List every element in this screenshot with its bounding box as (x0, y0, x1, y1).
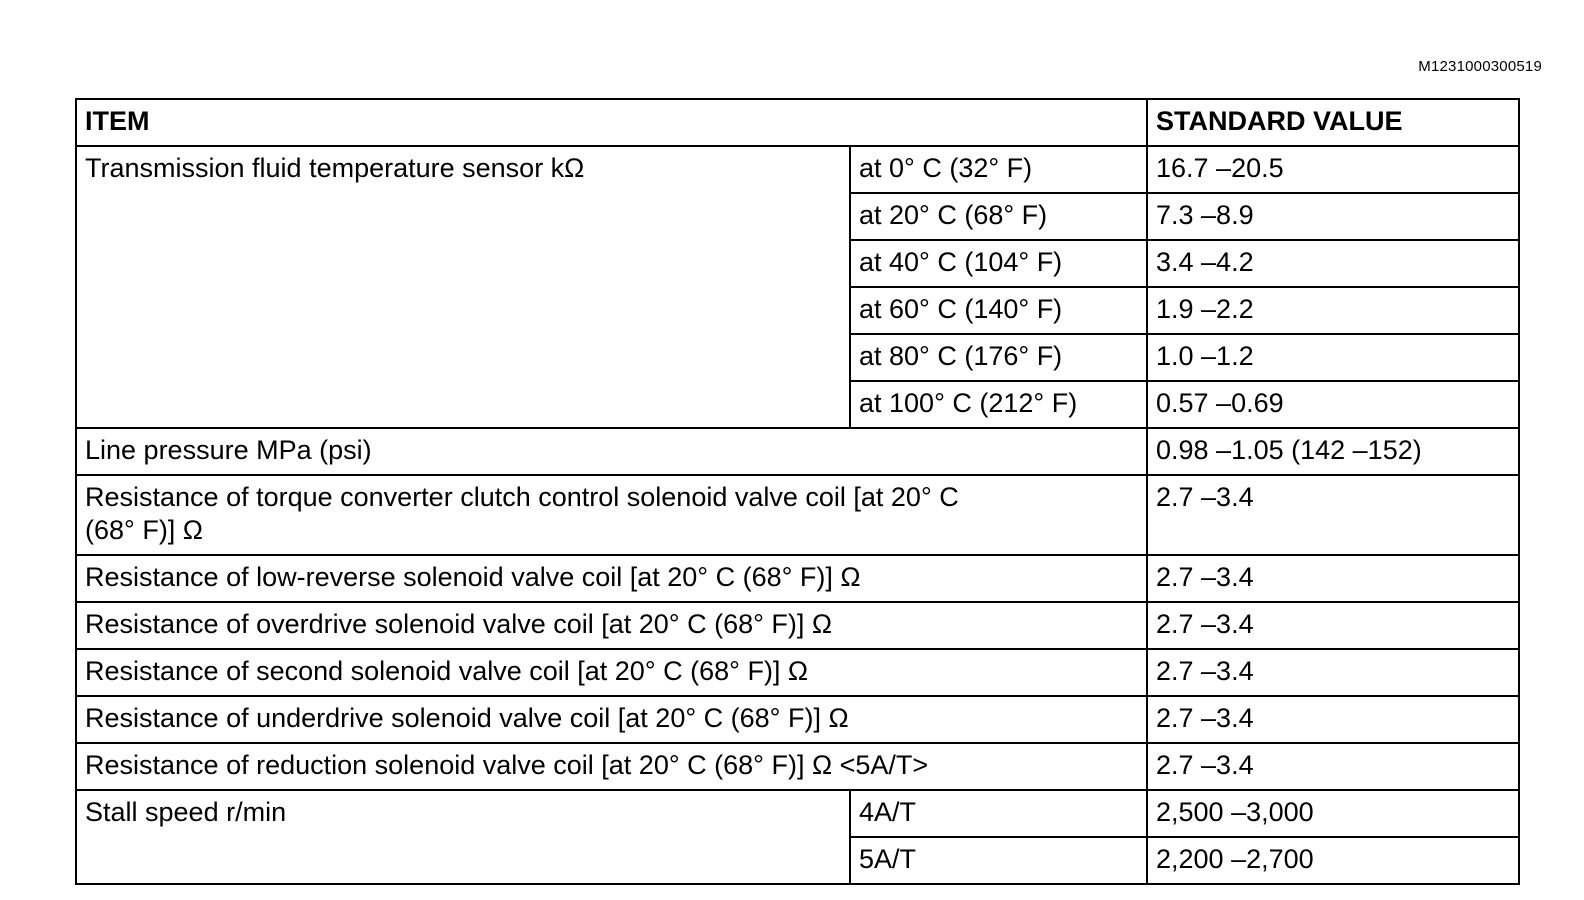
temp-sensor-label: Transmission fluid temperature sensor kΩ (76, 146, 850, 428)
temp-condition-cell: at 100° C (212° F) (850, 381, 1147, 428)
low-reverse-value: 2.7 –3.4 (1147, 555, 1519, 602)
temp-condition-cell: at 20° C (68° F) (850, 193, 1147, 240)
overdrive-value: 2.7 –3.4 (1147, 602, 1519, 649)
temp-value-cell: 16.7 –20.5 (1147, 146, 1519, 193)
stall-condition-cell: 5A/T (850, 837, 1147, 884)
document-id: M1231000300519 (1418, 58, 1542, 75)
stall-speed-label: Stall speed r/min (76, 790, 850, 884)
temp-value-cell: 0.57 –0.69 (1147, 381, 1519, 428)
stall-value-cell: 2,200 –2,700 (1147, 837, 1519, 884)
second-label: Resistance of second solenoid valve coil [at 20° C (68° F)] Ω (76, 649, 1147, 696)
tcc-solenoid-label (76, 475, 1147, 555)
temp-condition-cell: at 0° C (32° F) (850, 146, 1147, 193)
underdrive-value: 2.7 –3.4 (1147, 696, 1519, 743)
overdrive-label: Resistance of overdrive solenoid valve coil [at 20° C (68° F)] Ω (76, 602, 1147, 649)
reduction-label: Resistance of reduction solenoid valve coil [at 20° C (68° F)] Ω <5A/T> (76, 743, 1147, 790)
temp-value-cell: 3.4 –4.2 (1147, 240, 1519, 287)
temp-value-cell: 7.3 –8.9 (1147, 193, 1519, 240)
tcc-solenoid-label-line1: Resistance of torque converter clutch control solenoid valve coil [at 20° C (85, 482, 959, 512)
table-row (76, 602, 1519, 649)
tcc-solenoid-label-line2: (68° F)] Ω (85, 515, 203, 545)
tcc-solenoid-value: 2.7 –3.4 (1147, 475, 1519, 555)
temp-value-cell: 1.9 –2.2 (1147, 287, 1519, 334)
reduction-value: 2.7 –3.4 (1147, 743, 1519, 790)
underdrive-label: Resistance of underdrive solenoid valve coil [at 20° C (68° F)] Ω (76, 696, 1147, 743)
stall-condition-cell: 4A/T (850, 790, 1147, 837)
temp-condition-cell: at 80° C (176° F) (850, 334, 1147, 381)
second-value: 2.7 –3.4 (1147, 649, 1519, 696)
table-row (76, 475, 1519, 555)
line-pressure-value: 0.98 –1.05 (142 –152) (1147, 428, 1519, 475)
temp-condition-cell: at 60° C (140° F) (850, 287, 1147, 334)
line-pressure-label: Line pressure MPa (psi) (76, 428, 1147, 475)
temp-condition-cell: at 40° C (104° F) (850, 240, 1147, 287)
service-spec-table (75, 98, 1520, 885)
table-row (76, 428, 1519, 475)
stall-value-cell: 2,500 –3,000 (1147, 790, 1519, 837)
header-item: ITEM (76, 99, 1147, 146)
temp-value-cell: 1.0 –1.2 (1147, 334, 1519, 381)
table-row (76, 696, 1519, 743)
table-row (76, 743, 1519, 790)
table-header-row (76, 99, 1519, 146)
header-standard-value: STANDARD VALUE (1147, 99, 1519, 146)
table-row (76, 790, 1519, 837)
table-row (76, 649, 1519, 696)
table-row (76, 555, 1519, 602)
table-row (76, 146, 1519, 193)
low-reverse-label: Resistance of low-reverse solenoid valve coil [at 20° C (68° F)] Ω (76, 555, 1147, 602)
